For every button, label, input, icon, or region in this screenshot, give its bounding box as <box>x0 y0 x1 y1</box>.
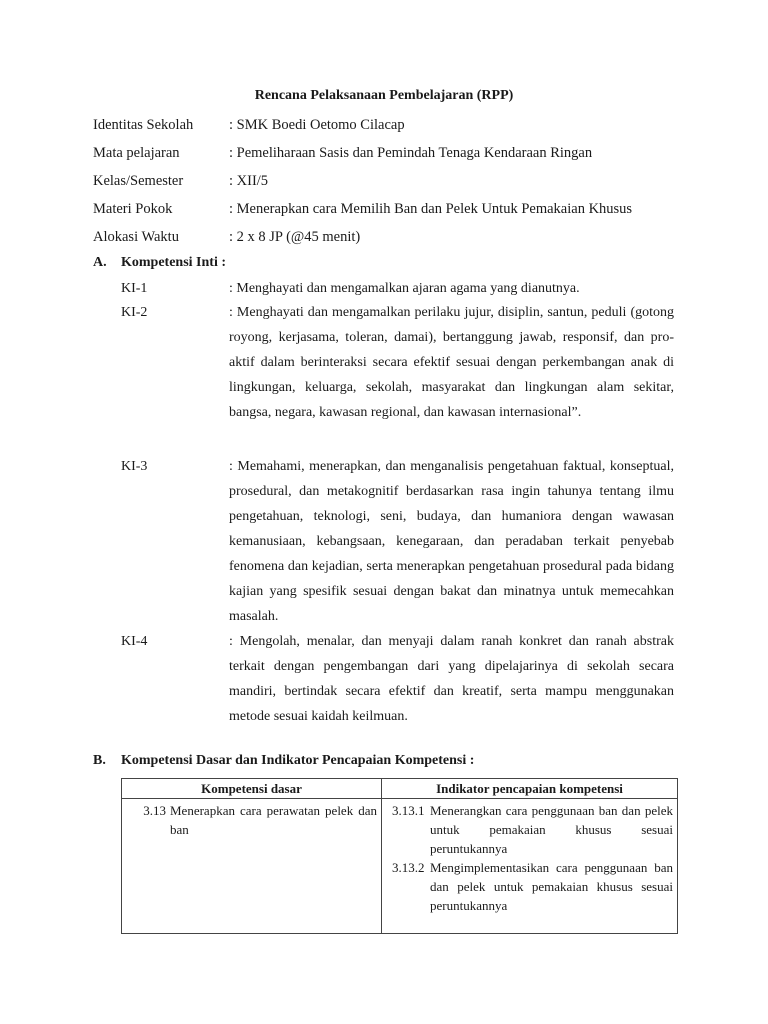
identity-value: : SMK Boedi Oetomo Cilacap <box>229 117 405 133</box>
indicator-item <box>382 858 673 915</box>
ki-4-text: : Mengolah, menalar, dan menyaji dalam ranah konkret dan ranah abstrak terkait dengan pengembangan dari yang dipelajarinya di sekolah secara mandiri, bertindak secara efektif dan kreatif, serta mampu menggunakan metode sesuai kaidah keilmuan. <box>229 634 674 724</box>
ki-1-label: KI-1 <box>121 281 148 296</box>
section-letter: B. <box>93 753 106 768</box>
kd-cell <box>122 799 382 934</box>
indicator-number: 3.13.2 <box>392 860 425 875</box>
section-title: Kompetensi Inti : <box>121 255 226 270</box>
section-title: Kompetensi Dasar dan Indikator Pencapaian Kompetensi : <box>121 753 475 768</box>
indicator-number: 3.13.1 <box>392 803 425 818</box>
ki-2-label: KI-2 <box>121 305 148 320</box>
identity-label: Identitas Sekolah <box>93 117 194 133</box>
identity-label: Kelas/Semester <box>93 173 184 189</box>
table-row <box>122 799 678 934</box>
identity-value: : Menerapkan cara Memilih Ban dan Pelek Untuk Pemakaian Khusus <box>229 201 633 217</box>
ki-2-text: : Menghayati dan mengamalkan perilaku jujur, disiplin, santun, peduli (gotong royong, kerjasama, toleran, damai), bertanggung jawab, responsif, dan pro-aktif dalam berinteraksi secara efektif sesuai dengan perkembangan anak di lingkungan, keluarga, sekolah, masyarakat dan lingkungan alam sekitar, bangsa, negara, kawasan regional, dan kawasan internasional”. <box>229 305 674 420</box>
ki-4-label: KI-4 <box>121 634 148 649</box>
section-a-heading <box>93 255 226 271</box>
indicator-item <box>382 801 673 858</box>
ki-3-text: : Memahami, menerapkan, dan menganalisis pengetahuan faktual, konseptual, prosedural, dan metakognitif berdasarkan rasa ingin tahunya tentang ilmu pengetahuan, teknologi, seni, budaya, dan humaniora dengan wawasan kemanusiaan, kebangsaan, kenegaraan, dan peradaban terkait penyebab fenomena dan kejadian, serta menerapkan pengetahuan prosedural pada bidang kajian yang spesifik sesuai dengan bakat dan minatnya untuk memecahkan masalah. <box>229 459 674 624</box>
indicator-text: Mengimplementasikan cara penggunaan ban dan pelek untuk pemakaian khusus sesuai peruntukannya <box>430 860 673 913</box>
kd-number: 3.13 <box>143 803 166 818</box>
kd-text: Menerapkan cara perawatan pelek dan ban <box>170 803 377 837</box>
identity-label: Materi Pokok <box>93 201 173 217</box>
identity-value: : 2 x 8 JP (@45 menit) <box>229 229 361 245</box>
table-header-kd: Kompetensi dasar <box>122 779 382 799</box>
section-b-heading <box>93 753 474 769</box>
indicator-text: Menerangkan cara penggunaan ban dan pelek untuk pemakaian khusus sesuai peruntukannya <box>430 803 673 856</box>
competency-table <box>121 778 678 934</box>
identity-label: Mata pelajaran <box>93 145 180 161</box>
document-title: Rencana Pelaksanaan Pembelajaran (RPP) <box>254 88 514 103</box>
ki-1-text: : Menghayati dan mengamalkan ajaran agama yang dianutnya. <box>229 281 580 296</box>
table-header-indicator: Indikator pencapaian kompetensi <box>382 779 678 799</box>
table-header-row <box>122 779 678 799</box>
indicator-cell <box>382 799 678 934</box>
identity-value: : Pemeliharaan Sasis dan Pemindah Tenaga Kendaraan Ringan <box>229 145 593 161</box>
ki-3-label: KI-3 <box>121 459 148 474</box>
identity-value: : XII/5 <box>229 173 269 189</box>
section-letter: A. <box>93 255 107 270</box>
identity-label: Alokasi Waktu <box>93 229 179 245</box>
kd-item <box>122 801 377 839</box>
